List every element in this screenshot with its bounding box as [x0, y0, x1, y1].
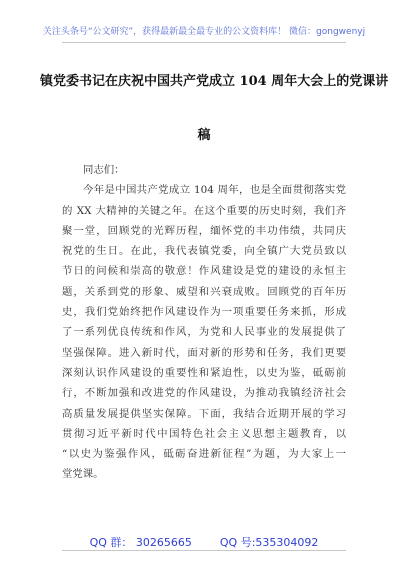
- paragraph-line: 题，关系到党的形象、威望和兴衰成败。回顾党的百年历: [62, 285, 346, 298]
- paragraph-line: 深刻认识作风建设的重要性和紧迫性，以史为鉴，砥砺前: [62, 366, 346, 379]
- footer-contact: [0, 534, 408, 550]
- paragraph-line: 祝党的生日。在此，我代表镇党委，向全镇广大党员致以: [62, 245, 346, 258]
- greeting: 同志们：: [83, 164, 125, 176]
- paragraph-line: 节日的问候和崇高的敬意！作风建设是党的建设的永恒主: [62, 265, 346, 278]
- header-divider: [62, 42, 346, 43]
- header-promo-note: 关注头条号“公文研究”，获得最新最全最专业的公文资料库！ 微信：gongwenyj: [42, 27, 366, 37]
- paragraph-line: 今年是中国共产党成立 104 周年，也是全面贯彻落实党: [83, 184, 346, 197]
- paragraph-line: 了一系列优良传统和作风，为党和人民事业的发展提供了: [62, 326, 346, 339]
- paragraph-line: 坚强保障。进入新时代，面对新的形势和任务，我们更要: [62, 346, 346, 359]
- footer-qq-group: QQ 群： 30265665: [89, 536, 192, 549]
- document-title-line-2: 稿: [197, 128, 211, 143]
- paragraph-line: 聚一堂，回顾党的光辉历程，缅怀党的丰功伟绩，共同庆: [62, 224, 346, 237]
- paragraph-line: “以史为鉴强作风，砥砺奋进新征程”为题，为大家上一: [62, 448, 346, 461]
- paragraph-line: 贯彻习近平新时代中国特色社会主义思想主题教育，以: [62, 427, 346, 440]
- paragraph-line: 行，不断加强和改进党的作风建设，为推动我镇经济社会: [62, 387, 346, 400]
- paragraph-line: 史，我们党始终把作风建设作为一项重要任务来抓，形成: [62, 306, 346, 319]
- paragraph-line: 堂党课。: [62, 468, 104, 481]
- document-title-line-1: 镇党委书记在庆祝中国共产党成立 104 周年大会上的党课讲: [40, 74, 389, 89]
- footer-qq-number: QQ 号:535304092: [219, 536, 319, 549]
- paragraph-line: 的 XX 大精神的关键之年。在这个重要的历史时刻，我们齐: [62, 204, 346, 217]
- footer-divider: [62, 550, 346, 551]
- document-body: [62, 160, 346, 485]
- paragraph-line: 高质量发展提供坚实保障。下面，我结合近期开展的学习: [62, 407, 346, 420]
